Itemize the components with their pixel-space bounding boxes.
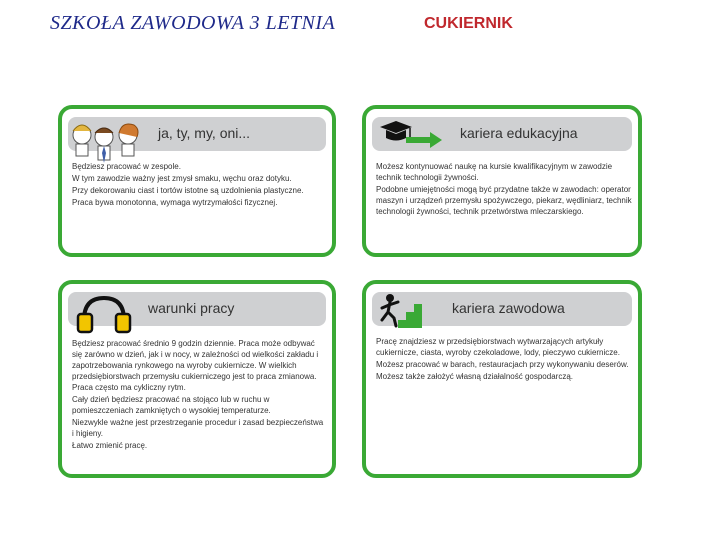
card-text: Będziesz pracować w zespole. — [72, 162, 181, 171]
card-header-label: kariera zawodowa — [452, 300, 565, 316]
card-body — [376, 336, 632, 383]
card-body — [72, 161, 326, 209]
card-text: Pracę znajdziesz w przedsiębiorstwach wytwarzających artykuły cukiernicze, ciasta, wyroby czekoladowe, lody, pieczywo cukiernicze. — [376, 337, 620, 357]
card-education — [362, 105, 642, 257]
card-text: Praca bywa monotonna, wymaga wytrzymałości fizycznej. — [72, 198, 278, 207]
profession-title: CUKIERNIK — [424, 15, 513, 32]
card-header-label: ja, ty, my, oni... — [158, 125, 251, 141]
card-text: Możesz także założyć własną działalność gospodarczą. — [376, 372, 573, 381]
card-conditions — [58, 280, 336, 478]
card-text: Będziesz pracować średnio 9 godzin dziennie. Praca może odbywać się zarówno w dzień, jak i w nocy, w zależności od wielkości zakładu i zapotrzebowania rynkowego na wyroby cukiernicze. W wielkich przedsiębiorstwach przemysłu cukierniczego jest to praca zmianowa. Praca często ma cykliczny rytm. — [72, 339, 319, 392]
card-text: W tym zawodzie ważny jest zmysł smaku, węchu oraz dotyku. — [72, 174, 292, 183]
headphones-icon — [74, 292, 134, 336]
card-text: Podobne umiejętności mogą być przydatne także w zawodach: operator maszyn i urządzeń przemysłu spożywczego, piekarz, wędliniarz, technik technologii żywności, technik przetwórstwa mleczarskiego. — [376, 185, 632, 216]
page-title: SZKOŁA ZAWODOWA 3 LETNIA — [50, 12, 336, 34]
people-icon — [68, 117, 154, 167]
card-body — [72, 338, 326, 452]
card-career — [362, 280, 642, 478]
card-header-label: warunki pracy — [148, 300, 235, 316]
card-text: Niezwykle ważne jest przestrzeganie procedur i zasad bezpieczeństwa i higieny. — [72, 418, 324, 438]
card-body — [376, 161, 632, 218]
card-header-label: kariera edukacyjna — [460, 125, 578, 141]
card-text: Cały dzień będziesz pracować na stojąco lub w ruchu w pomieszczeniach zamkniętych o wysokiej temperaturze. — [72, 395, 271, 415]
card-text: Łatwo zmienić pracę. — [72, 441, 148, 450]
graduation-cap-icon — [376, 117, 446, 151]
card-text: Możesz pracować w barach, restauracjach przy wykonywaniu deserów. — [376, 360, 629, 369]
running-stairs-icon — [376, 292, 426, 330]
card-text: Możesz kontynuować naukę na kursie kwalifikacyjnym w zawodzie technik technologii żywności. — [376, 162, 613, 182]
card-text: Przy dekorowaniu ciast i tortów istotne są uzdolnienia plastyczne. — [72, 186, 304, 195]
card-people — [58, 105, 336, 257]
